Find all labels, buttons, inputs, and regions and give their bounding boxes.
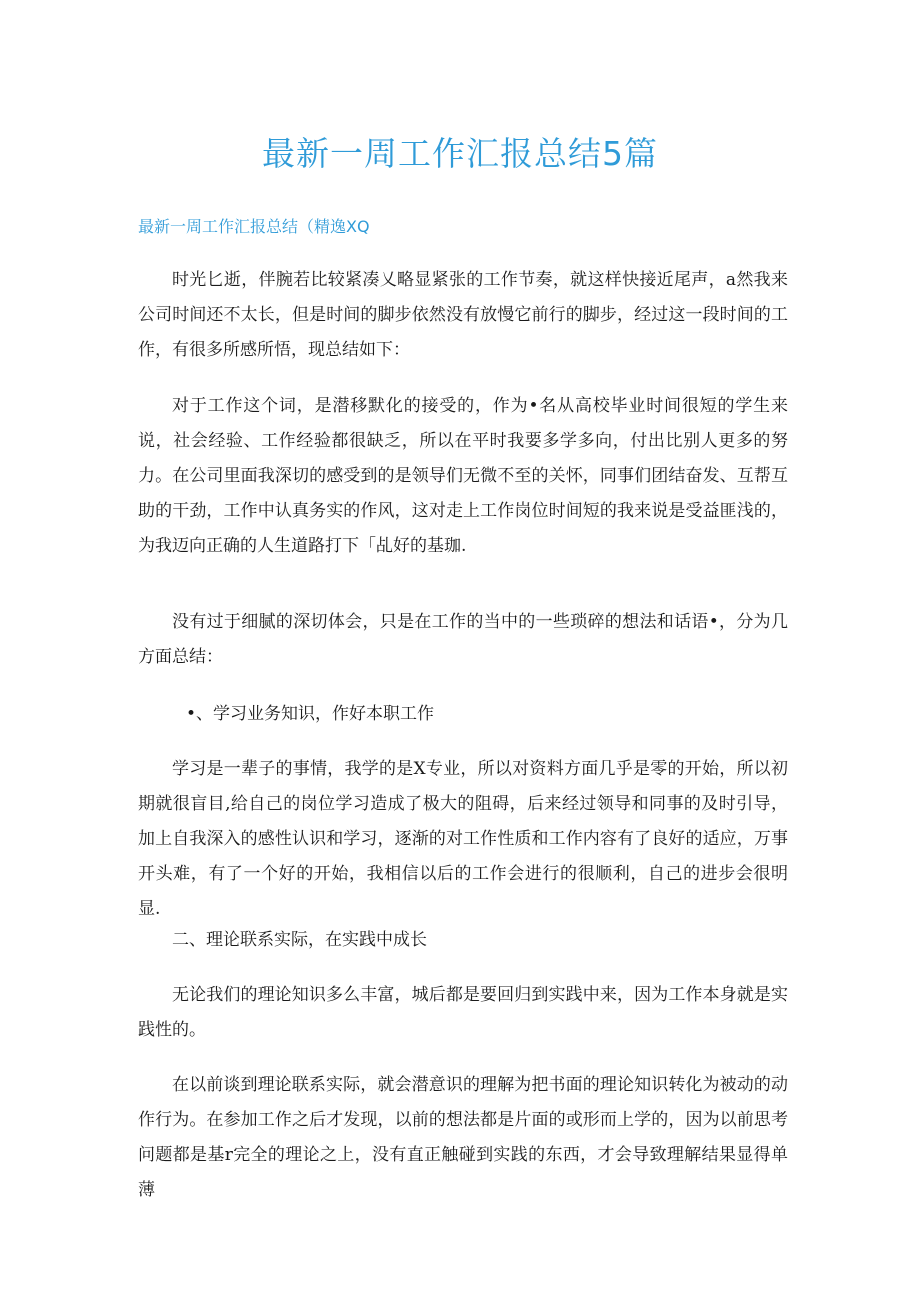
section-heading-2: 二、理论联系实际，在实践中成长 [172,930,427,950]
document-subtitle: 最新一周工作汇报总结（精逸XQ [138,217,370,236]
paragraph-intro: 时光匕逝，伴腕若比较紧凑乂略显紧张的工作节奏，就这样快接近尾声，a然我来公司时间还不太长，但是时间的脚步依然没有放慢它前行的脚步，经过这一段时间的工作，有很多所感所悟，现总结如下： [138,270,788,360]
paragraph-work-attitude: 对于工作这个词，是潜移默化的接受的，作为•名从高校毕业时间很短的学生来说，社会经验、工作经验都很缺乏，所以在平时我要多学多向，付出比别人更多的努力。在公司里面我深切的感受到的是领导们无微不至的关怀，同事们团结奋发、互帮互助的干劲，工作中认真务实的作风，这对走上工作岗位时间短的我来说是受益匪浅的，为我迈向正确的人生道路打下「乩好的基珈. [138,396,788,556]
section-heading-1: •、学习业务知识，作好本职工作 [186,704,435,724]
paragraph-section-2a: 无论我们的理论知识多么丰富，城后都是要回归到实践中来，因为工作本身就是实践性的。 [138,985,788,1040]
paragraph-overview: 没有过于细腻的深切体会，只是在工作的当中的一些琐碎的想法和话语•，分为几方面总结： [138,612,788,667]
paragraph-section-2b: 在以前谈到理论联系实际，就会潜意识的理解为把书面的理论知识转化为被动的动作行为。在参加工作之后才发现，以前的想法都是片面的或形而上学的，因为以前思考问题都是基r完全的理论之上，没有直正触碰到实践的东西，才会导致理解结果显得单薄 [138,1075,788,1200]
paragraph-section-1: 学习是一辈子的事情，我学的是X专业，所以对资料方面几乎是零的开始，所以初期就很盲目,给自己的岗位学习造成了极大的阻碍，后来经过领导和同事的及时引导，加上自我深入的感性认识和学习，逐渐的对工作性质和工作内容有了良好的适应，万事开头难，有了一个好的开始，我相信以后的工作会进行的很顺利，自己的进步会很明显. [138,759,788,919]
document-title: 最新一周工作汇报总结5篇 [262,134,658,173]
